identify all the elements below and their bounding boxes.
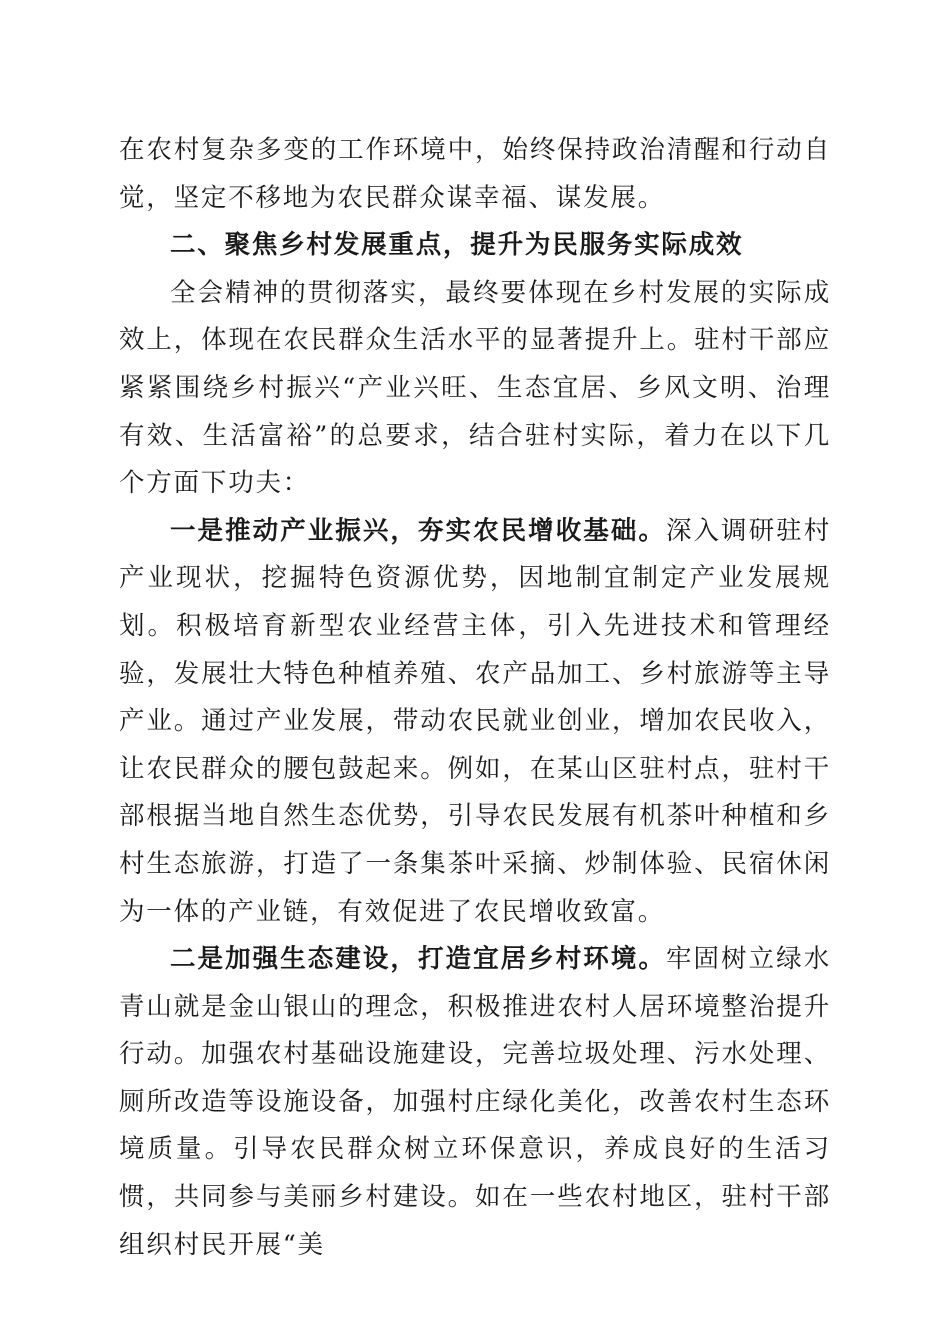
section-heading: 二、聚焦乡村发展重点，提升为民服务实际成效 <box>170 230 744 261</box>
document-page <box>119 127 831 1269</box>
paragraph-body-ecology: 牢固树立绿水青山就是金山银山的理念，积极推进农村人居环境整治提升行动。加强农村基础设施建设，完善垃圾处理、污水处理、厕所改造等设施设备，加强村庄绿化美化，改善农村生态环境质量。引导农民群众树立环保意识，养成良好的生活习惯，共同参与美丽乡村建设。如在一些农村地区，驻村干部组织村民开展“美 <box>119 944 831 1260</box>
paragraph-body-industry: 深入调研驻村产业现状，挖掘特色资源优势，因地制宜制定产业发展规划。积极培育新型农业经营主体，引入先进技术和管理经验，发展壮大特色种植养殖、农产品加工、乡村旅游等主导产业。通过产业发展，带动农民就业创业，增加农民收入，让农民群众的腰包鼓起来。例如，在某山区驻村点，驻村干部根据当地自然生态优势，引导农民发展有机茶叶种植和乡村生态旅游，打造了一条集茶叶采摘、炒制体验、民宿休闲为一体的产业链，有效促进了农民增收致富。 <box>119 515 831 927</box>
paragraph-continuation: 在农村复杂多变的工作环境中，始终保持政治清醒和行动自觉，坚定不移地为农民群众谋幸福、谋发展。 <box>119 135 831 213</box>
paragraph-industry <box>119 508 831 936</box>
paragraph-intro: 全会精神的贯彻落实，最终要体现在乡村发展的实际成效上，体现在农民群众生活水平的显著提升上。驻村干部应紧紧围绕乡村振兴“产业兴旺、生态宜居、乡风文明、治理有效、生活富裕”的总要求，结合驻村实际，着力在以下几个方面下功夫： <box>119 277 831 499</box>
paragraph-lead-ecology: 二是加强生态建设，打造宜居乡村环境。 <box>170 944 666 975</box>
paragraph-lead-industry: 一是推动产业振兴，夯实农民增收基础。 <box>170 515 666 546</box>
paragraph-ecology <box>119 936 831 1269</box>
